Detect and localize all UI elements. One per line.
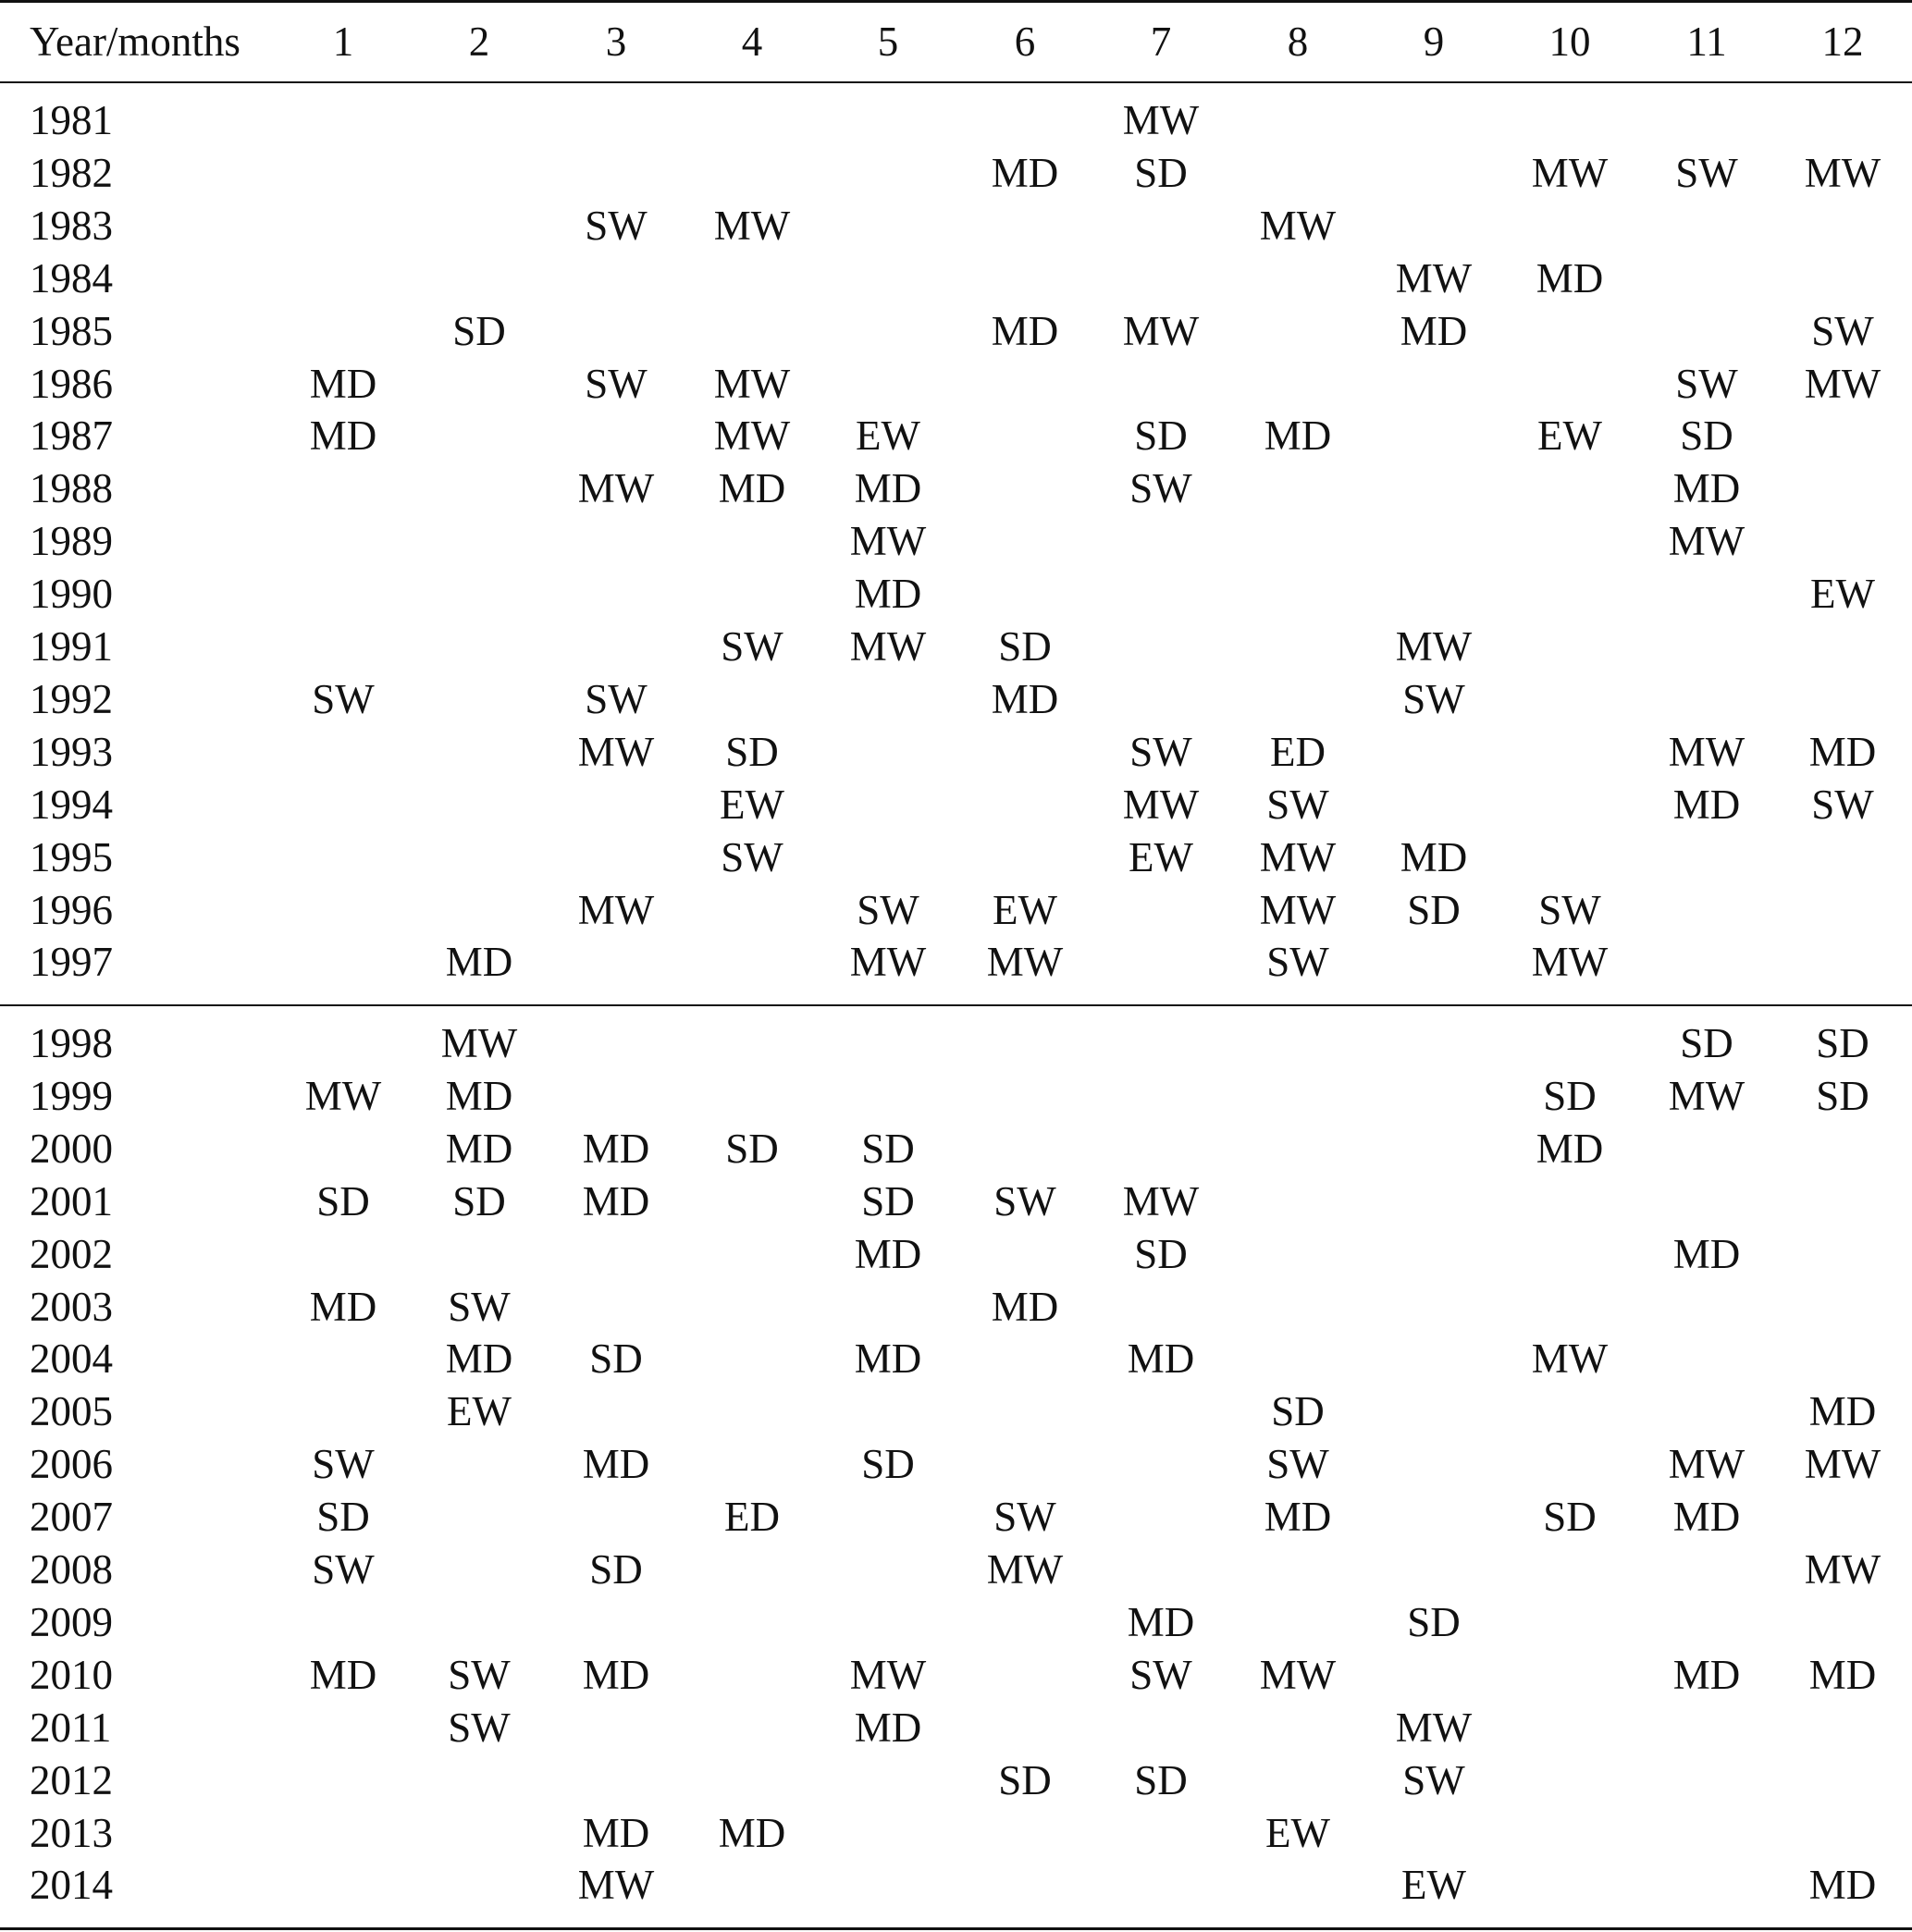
year-cell: 1984 [30,254,113,301]
class-cell: SW [312,675,375,722]
year-cell: 1995 [30,833,113,880]
header-month-8: 8 [1287,18,1309,65]
table-bottom-rule [0,1927,1912,1930]
year-cell: 1987 [30,412,113,460]
class-cell: MW [1804,149,1881,196]
table-row [0,1333,1912,1385]
year-cell: 2005 [30,1388,113,1435]
class-cell: MW [1668,728,1745,775]
class-cell: SW [1266,781,1329,828]
class-cell: MD [445,939,513,986]
class-cell: MD [445,1072,513,1119]
table-row [0,1385,1912,1438]
class-cell: MD [1400,833,1468,880]
class-cell: SD [861,1125,915,1172]
table-row [0,621,1912,673]
header-month-7: 7 [1150,18,1172,65]
class-cell: EW [1537,412,1602,460]
table-row [0,1544,1912,1596]
class-cell: SD [452,307,506,354]
year-cell: 1981 [30,97,113,143]
class-cell: MW [986,939,1064,986]
table-row [0,1754,1912,1807]
class-cell: MD [991,149,1059,196]
class-cell: MW [1668,1441,1745,1488]
class-cell: SW [1266,1441,1329,1488]
year-cell: 2009 [30,1598,113,1645]
year-cell: 1989 [30,518,113,565]
class-cell: EW [720,781,784,828]
class-cell: MW [577,886,655,933]
table-row [0,884,1912,937]
class-cell: MD [1808,728,1877,775]
class-cell: EW [1129,833,1193,880]
header-year-months: Year/months [30,18,241,65]
class-cell: SD [589,1335,643,1383]
class-cell: MW [1259,833,1337,880]
table-row [0,1596,1912,1649]
year-cell: 2004 [30,1335,113,1383]
class-cell: MW [577,1862,655,1909]
class-cell: MD [582,1441,650,1488]
table-row [0,305,1912,358]
class-cell: EW [1810,571,1875,618]
class-cell: SD [316,1177,370,1224]
class-cell: MW [1395,623,1473,670]
class-cell: SW [448,1704,511,1751]
class-cell: MW [577,728,655,775]
year-cell: 1985 [30,307,113,354]
class-cell: SD [589,1546,643,1593]
table-row [0,831,1912,884]
year-cell: 2007 [30,1494,113,1541]
table-row [0,147,1912,200]
table-row [0,1175,1912,1228]
table-row [0,1017,1912,1070]
table-row [0,1491,1912,1544]
class-cell: SW [1675,360,1738,407]
table-header-row [0,3,1912,80]
class-cell: MW [1122,1177,1200,1224]
class-cell: EW [856,412,920,460]
class-cell: MD [1672,1230,1741,1277]
class-cell: SD [1543,1494,1597,1541]
class-cell: EW [993,886,1057,933]
table-row [0,462,1912,515]
class-cell: MD [309,360,377,407]
year-cell: 1992 [30,675,113,722]
year-cell: 2014 [30,1862,113,1909]
class-cell: MD [1808,1862,1877,1909]
class-cell: MD [1536,1125,1604,1172]
year-cell: 2012 [30,1756,113,1803]
class-cell: MD [1127,1598,1195,1645]
class-cell: SW [993,1494,1056,1541]
year-cell: 2010 [30,1651,113,1698]
year-cell: 2001 [30,1177,113,1224]
header-month-11: 11 [1686,18,1727,65]
class-cell: SW [1675,149,1738,196]
class-cell: MW [1122,307,1200,354]
class-cell: MW [713,412,791,460]
class-cell: SD [1134,1756,1188,1803]
class-cell: MD [1672,1651,1741,1698]
class-cell: SD [1816,1072,1869,1119]
class-cell: MD [582,1177,650,1224]
class-cell: MW [1668,1072,1745,1119]
table-row [0,1438,1912,1491]
class-cell: SD [1680,1020,1733,1066]
year-cell: 2006 [30,1441,113,1488]
class-cell: MD [718,1809,786,1856]
class-cell: MD [1808,1651,1877,1698]
class-cell: MD [1264,412,1332,460]
class-cell: SW [721,833,783,880]
class-cell: MD [1808,1388,1877,1435]
class-cell: MW [304,1072,382,1119]
class-cell: MD [854,465,922,512]
year-cell: 1997 [30,939,113,986]
class-cell: EW [1401,1862,1466,1909]
table-row [0,726,1912,779]
class-cell: EW [1265,1809,1330,1856]
class-cell: MW [577,465,655,512]
class-cell: ED [1270,728,1326,775]
class-cell: SW [1402,1756,1465,1803]
class-cell: MW [849,623,927,670]
class-cell: SW [1129,465,1192,512]
year-cell: 1998 [30,1020,113,1066]
header-month-2: 2 [468,18,490,65]
class-cell: MW [986,1546,1064,1593]
class-cell: SW [448,1283,511,1330]
class-cell: SW [1811,781,1874,828]
class-cell: MD [309,1651,377,1698]
class-cell: MD [1672,465,1741,512]
class-cell: SW [585,360,648,407]
class-cell: MD [582,1809,650,1856]
year-cell: 1983 [30,202,113,249]
class-cell: SW [993,1177,1056,1224]
year-cell: 2003 [30,1283,113,1330]
class-cell: SW [448,1651,511,1698]
class-cell: SD [1271,1388,1325,1435]
class-cell: MW [1122,781,1200,828]
class-cell: SW [1538,886,1601,933]
class-cell: SD [1134,412,1188,460]
year-cell: 2013 [30,1809,113,1856]
class-cell: SW [1402,675,1465,722]
table-row [0,1070,1912,1123]
table-row [0,1807,1912,1860]
table-row [0,673,1912,726]
class-cell: MD [854,1230,922,1277]
year-cell: 1991 [30,623,113,670]
table-row [0,1859,1912,1912]
class-cell: MD [1536,254,1604,301]
class-cell: MW [1531,939,1609,986]
class-cell: SD [861,1441,915,1488]
year-cell: 2008 [30,1546,113,1593]
table-row [0,515,1912,568]
class-cell: SW [1266,939,1329,986]
table-row [0,358,1912,411]
class-cell: MD [854,1335,922,1383]
header-month-5: 5 [877,18,899,65]
table-row [0,1649,1912,1702]
year-cell: 2000 [30,1125,113,1172]
class-cell: EW [447,1388,512,1435]
year-cell: 1996 [30,886,113,933]
table-row [0,1228,1912,1281]
year-cell: 1993 [30,728,113,775]
class-cell: SD [1134,1230,1188,1277]
class-cell: MD [309,1283,377,1330]
year-cell: 1988 [30,465,113,512]
class-cell: SD [725,1125,779,1172]
table-row [0,410,1912,462]
table-group-divider-rule [0,1004,1912,1006]
table-row [0,252,1912,305]
year-cell: 2002 [30,1230,113,1277]
class-cell: MD [1672,781,1741,828]
class-cell: MW [1395,1704,1473,1751]
table-row [0,779,1912,831]
class-cell: SW [312,1546,375,1593]
class-cell: MW [1804,360,1881,407]
class-cell: MD [1672,1494,1741,1541]
class-cell: MW [849,1651,927,1698]
class-cell: MD [1264,1494,1332,1541]
class-cell: MD [582,1651,650,1698]
header-month-1: 1 [332,18,354,65]
class-cell: SD [452,1177,506,1224]
class-cell: MD [991,1283,1059,1330]
header-month-6: 6 [1014,18,1036,65]
class-cell: MD [309,412,377,460]
class-cell: MW [440,1020,518,1066]
table-row [0,936,1912,989]
class-cell: SD [1134,149,1188,196]
header-month-12: 12 [1821,18,1864,65]
class-cell: SD [1816,1020,1869,1066]
class-cell: MD [991,307,1059,354]
class-cell: SD [998,623,1052,670]
table-header-rule [0,81,1912,83]
table-row [0,1702,1912,1754]
class-cell: SD [861,1177,915,1224]
class-cell: MD [991,675,1059,722]
class-cell: SW [857,886,919,933]
class-cell: MW [1259,202,1337,249]
class-cell: MD [854,1704,922,1751]
class-cell: MW [1122,97,1200,143]
class-cell: SD [725,728,779,775]
class-cell: MW [1395,254,1473,301]
class-cell: MD [718,465,786,512]
class-cell: SW [1129,1651,1192,1698]
class-cell: MW [1668,518,1745,565]
class-cell: MW [713,360,791,407]
class-cell: SD [1680,412,1733,460]
class-cell: SW [585,202,648,249]
class-cell: SD [998,1756,1052,1803]
class-cell: MD [582,1125,650,1172]
class-cell: MW [1804,1546,1881,1593]
class-cell: SW [585,675,648,722]
class-cell: MD [445,1125,513,1172]
class-cell: MD [854,571,922,618]
class-cell: MD [1400,307,1468,354]
class-cell: SW [312,1441,375,1488]
class-cell: SW [1129,728,1192,775]
header-month-10: 10 [1548,18,1591,65]
class-cell: MD [445,1335,513,1383]
header-month-3: 3 [605,18,627,65]
class-cell: MW [1531,1335,1609,1383]
table-row [0,568,1912,621]
table-row [0,200,1912,252]
table-row [0,1281,1912,1334]
class-cell: MW [1259,886,1337,933]
class-cell: MW [1804,1441,1881,1488]
header-month-4: 4 [741,18,763,65]
class-cell: SD [1407,1598,1461,1645]
year-cell: 1999 [30,1072,113,1119]
year-cell: 2011 [30,1704,112,1751]
class-cell: ED [724,1494,780,1541]
class-cell: SW [1811,307,1874,354]
class-cell: SD [1543,1072,1597,1119]
header-month-9: 9 [1423,18,1445,65]
table-row [0,94,1912,147]
class-cell: SD [1407,886,1461,933]
class-cell: MW [713,202,791,249]
class-cell: MD [1127,1335,1195,1383]
class-cell: MW [849,518,927,565]
year-cell: 1994 [30,781,113,828]
year-cell: 1986 [30,360,113,407]
table-row [0,1123,1912,1175]
class-cell: MW [1259,1651,1337,1698]
class-cell: MW [1531,149,1609,196]
year-cell: 1982 [30,149,113,196]
class-cell: MW [849,939,927,986]
class-cell: SW [721,623,783,670]
class-cell: SD [316,1494,370,1541]
year-cell: 1990 [30,571,113,618]
